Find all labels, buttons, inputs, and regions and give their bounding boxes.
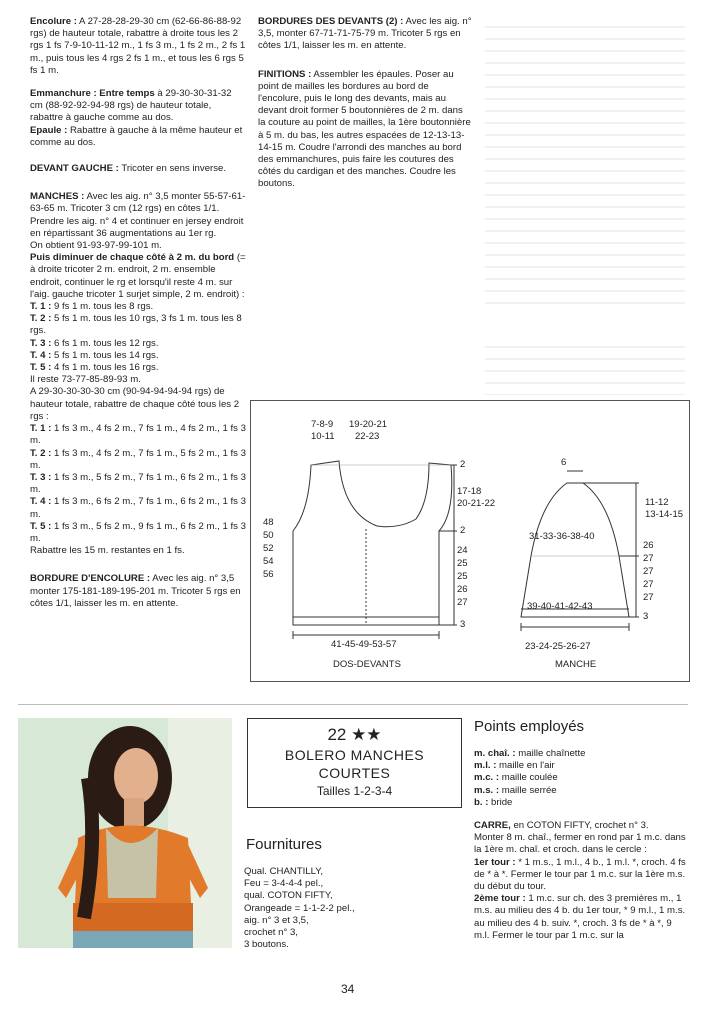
sleeve-right-label: 27	[643, 592, 654, 603]
stitch-text: bride	[488, 796, 513, 808]
body-right-label: 2	[460, 525, 466, 536]
sleeve-right-label: 13-14-15	[645, 509, 684, 520]
decrease-rows-a	[30, 301, 246, 374]
pattern-number: 22 ★★	[327, 725, 382, 744]
points-heading: Points employés	[474, 718, 585, 735]
carre-heading	[474, 820, 686, 832]
bordures-paragraph	[258, 16, 472, 53]
size-row	[30, 472, 246, 496]
size-label: T. 3 :	[30, 471, 52, 483]
left-column	[30, 16, 246, 621]
body-right-label: 26	[457, 584, 468, 595]
schematic-drawing	[251, 401, 689, 681]
reste-text: Il reste 73-77-85-89-93 m.	[30, 374, 141, 386]
encolure-label: Encolure :	[30, 16, 77, 27]
model-photo	[18, 718, 232, 948]
bleed-through-text	[485, 340, 685, 395]
size-text: 6 fs 1 m. tous les 12 rgs.	[51, 337, 159, 349]
encolure-text: A 27-28-28-29-30 cm (62-66-86-88-92 rgs) de hauteur totale, rabattre à droite tous les 2 rgs 1 fs 7-9-10-11-12 m., 1 fs 3 m., 1 fs 2 m., 2 fs 1 m., puis tous les 4 rgs 2 fs 1 m., et tous les 6 rgs 5 fs 1 m.	[30, 16, 246, 76]
fourniture-line: Feu = 3-4-4-4 pel.,	[244, 878, 324, 890]
carre-text: en COTON FIFTY, crochet n° 3.	[510, 820, 649, 832]
sleeve-bottom-width: 23-24-25-26-27	[525, 641, 591, 652]
emmanchure-label: Emmanchure : Entre temps	[30, 88, 155, 100]
size-text: 1 fs 3 m., 5 fs 2 m., 9 fs 1 m., 6 fs 2 m., 1 fs 3 m.	[30, 520, 246, 544]
body-left-label: 54	[263, 556, 274, 567]
pattern-title: COURTES	[318, 765, 391, 781]
diminuer-label: Puis diminuer de chaque côté à 2 m. du bord	[30, 252, 235, 264]
body-outline	[293, 461, 452, 625]
carre-intro: Monter 8 m. chaî., fermer en rond par 1 m.c. dans la 1ère m. chaî. et croch. dans le cercle :	[474, 832, 686, 856]
body-left-label: 48	[263, 517, 274, 528]
size-text: 1 fs 3 m., 4 fs 2 m., 7 fs 1 m., 5 fs 2 m., 1 fs 3 m.	[30, 447, 246, 471]
stitch-text: maille coulée	[499, 772, 558, 784]
fournitures-heading: Fournitures	[246, 836, 322, 853]
size-label: T. 2 :	[30, 447, 52, 459]
stitch-abbreviation	[474, 760, 686, 772]
manches-text: Avec les aig. n° 3,5 monter 55-57-61-63-65 m. Tricoter 3 cm (12 rgs) en côtes 1/1. Prendre les aig. n° 4 et continuer en jersey endroit en répartissant 36 augmentations au 1er rg.	[30, 191, 246, 239]
schematic-diagram	[250, 400, 690, 682]
stitch-abbr: m.s. :	[474, 784, 500, 796]
sleeve-right-label: 27	[643, 553, 654, 564]
size-text: 5 fs 1 m. tous les 10 rgs, 3 fs 1 m. tous les 8 rgs.	[30, 313, 242, 337]
stitch-abbr: b. :	[474, 796, 489, 808]
points-column	[474, 748, 686, 942]
devant-paragraph	[30, 163, 246, 175]
diminuer-text: (= à droite tricoter 2 m. endroit, 2 m. ensemble endroit, continuer le rg et lorsqu'il reste 4 m. sur l'aig. gauche tricoter 1 surjet simple, 2 m. endroit) :	[30, 252, 246, 300]
sleeve-right-label: 11-12	[645, 497, 669, 508]
body-right-label: 2	[460, 459, 466, 470]
body-top-mid-label: 19-20-21	[349, 419, 388, 430]
middle-column	[258, 16, 472, 202]
emmanchure-paragraph	[30, 88, 246, 125]
fourniture-line: Orangeade = 1-1-2-2 pel.,	[244, 902, 355, 914]
tour-text: * 1 m.s., 1 m.l., 4 b., 1 m.l. *, croch. 4 fs de * à *. Fermer le tour par 1 m.c. sur la 1ère m.s. du début du tour.	[474, 856, 686, 893]
body-right-label: 27	[457, 597, 468, 608]
tour-label: 1er tour :	[474, 856, 516, 868]
manches-paragraph	[30, 191, 246, 240]
body-top-left-label: 7-8-9	[311, 419, 334, 430]
finitions-paragraph	[258, 69, 472, 191]
pattern-sizes: Tailles 1-2-3-4	[316, 784, 393, 798]
tour-1	[474, 857, 686, 894]
size-text: 1 fs 3 m., 6 fs 2 m., 7 fs 1 m., 6 fs 2 m., 1 fs 3 m.	[30, 496, 246, 520]
bordures-text: Avec les aig. n° 3,5, monter 67-71-71-75-79 m. Tricoter 5 rgs en côtes 1/1, laisser les m. en attente.	[258, 16, 472, 52]
size-label: T. 4 :	[30, 349, 52, 361]
model-photo-drawing	[18, 718, 232, 948]
bleed-through-text	[485, 20, 685, 310]
sleeve-right-label: 27	[643, 579, 654, 590]
rabattre-text: Rabattre les 15 m. restantes en 1 fs.	[30, 545, 185, 557]
decrease-rows-b	[30, 423, 246, 545]
size-text: 1 fs 3 m., 4 fs 2 m., 7 fs 1 m., 4 fs 2 m., 1 fs 3 m.	[30, 423, 246, 447]
size-row	[30, 362, 246, 374]
tour-label: 2ème tour :	[474, 893, 526, 905]
sleeve-right-label: 26	[643, 540, 654, 551]
stitch-text: maille chaînette	[515, 748, 586, 759]
emmanchure-text: à 29-30-30-31-32 cm (88-92-92-94-98 rgs) de hauteur totale, rabattre à gauche comme au dos.	[30, 88, 232, 124]
devant-label: DEVANT GAUCHE :	[30, 163, 119, 175]
stitch-abbreviation	[474, 772, 686, 784]
stitch-abbr: m.l. :	[474, 760, 497, 772]
body-left-label: 52	[263, 543, 274, 554]
devant-text: Tricoter en sens inverse.	[118, 163, 227, 175]
size-label: T. 3 :	[30, 337, 52, 349]
stitch-abbreviation	[474, 748, 686, 760]
body-top-mid-label: 22-23	[355, 431, 380, 442]
tour-text: 1 m.c. sur ch. des 3 premières m., 1 m.s. au milieu des 4 b. du 1er tour, * 9 m.l., 1 m.s. au milieu des 4 b. suiv. *, croch. 3 fs de * à *, 9 m.l. Fermer le tour par 1 m.c. sur la	[474, 893, 686, 941]
fourniture-line: Qual. CHANTILLY,	[244, 866, 324, 877]
finitions-label: FINITIONS :	[258, 68, 312, 80]
bordure-text: Avec les aig. n° 3,5 monter 175-181-189-195-201 m. Tricoter 5 rgs en côtes 1/1, laisser les m. en attente.	[30, 573, 241, 609]
body-caption: DOS-DEVANTS	[333, 659, 401, 670]
size-row	[30, 313, 246, 337]
epaule-label: Epaule :	[30, 124, 68, 136]
epaule-text: Rabattre à gauche à la même hauteur et comme au dos.	[30, 124, 243, 148]
bordure-label: BORDURE D'ENCOLURE :	[30, 573, 151, 585]
sleeve-right-label: 27	[643, 566, 654, 577]
manches-obtient: On obtient 91-93-97-99-101 m.	[30, 240, 162, 252]
epaule-paragraph	[30, 125, 246, 149]
body-right-label: 3	[460, 619, 466, 630]
stitch-text: maille en l'air	[496, 760, 555, 772]
stitch-abbreviation	[474, 797, 686, 809]
hauteur-text: A 29-30-30-30-30 cm (90-94-94-94-94 rgs) de hauteur totale, rabattre de chaque côté tous les 2 rgs :	[30, 386, 240, 422]
size-label: T. 4 :	[30, 496, 52, 508]
body-left-label: 50	[263, 530, 274, 541]
pattern-title-box	[247, 718, 462, 808]
size-row	[30, 301, 246, 313]
page-number: 34	[341, 982, 355, 996]
body-left-label: 56	[263, 569, 274, 580]
size-label: T. 5 :	[30, 520, 52, 532]
section-divider	[18, 704, 688, 705]
size-row	[30, 448, 246, 472]
carre-label: CARRE,	[474, 820, 511, 832]
size-row	[30, 338, 246, 350]
size-label: T. 5 :	[30, 362, 52, 374]
size-label: T. 1 :	[30, 301, 52, 313]
fourniture-line: qual. COTON FIFTY,	[244, 890, 333, 902]
bordures-label: BORDURES DES DEVANTS (2) :	[258, 16, 404, 27]
size-row	[30, 350, 246, 362]
sleeve-top-label: 6	[561, 457, 567, 468]
size-text: 9 fs 1 m. tous les 8 rgs.	[51, 301, 154, 313]
body-bottom-width: 41-45-49-53-57	[331, 639, 397, 650]
sleeve-outline	[521, 483, 629, 617]
body-right-label: 25	[457, 571, 468, 582]
size-text: 4 fs 1 m. tous les 16 rgs.	[51, 362, 159, 374]
stitch-abbr: m.c. :	[474, 772, 500, 784]
size-row	[30, 423, 246, 447]
size-row	[30, 496, 246, 520]
manches-label: MANCHES :	[30, 191, 85, 203]
tour-2	[474, 893, 686, 942]
fournitures-list	[244, 866, 444, 951]
body-right-label: 25	[457, 558, 468, 569]
size-text: 1 fs 3 m., 5 fs 2 m., 7 fs 1 m., 6 fs 2 m., 1 fs 3 m.	[30, 471, 246, 496]
sleeve-inner-bottom-label: 39-40-41-42-43	[527, 601, 593, 612]
bordure-paragraph	[30, 573, 246, 610]
sleeve-inner-top-label: 31-33-36-38-40	[529, 531, 595, 542]
diminuer-paragraph	[30, 252, 246, 301]
fourniture-line: 3 boutons.	[244, 939, 289, 951]
stitch-text: maille serrée	[499, 784, 557, 796]
body-top-left-label: 10-11	[311, 431, 335, 442]
body-right-label: 20-21-22	[457, 498, 496, 509]
size-label: T. 1 :	[30, 423, 52, 435]
fourniture-line: aig. n° 3 et 3,5,	[244, 914, 309, 926]
size-row	[30, 521, 246, 545]
finitions-text: Assembler les épaules. Poser au point de mailles les bordures au bord de l'encolure, puis le long des devants, mais au devant droit former 5 boutonnières de 2 m. dans la couture au point de mailles, la 1ère boutonnière à 5 m. du bas, les autres espacées de 12-13-13-14-15 m. Coudre l'arrondi des manches au bord des emmanchures, puis faire les coutures des côtés du cardigan et des manches. Coudre les boutons.	[258, 68, 471, 190]
stitch-abbr: m. chaî. :	[474, 748, 516, 759]
sleeve-right-label: 3	[643, 611, 649, 622]
size-label: T. 2 :	[30, 313, 52, 325]
encolure-paragraph	[30, 16, 246, 77]
sleeve-caption: MANCHE	[555, 659, 597, 670]
stitch-abbreviation	[474, 785, 686, 797]
pattern-title: BOLERO MANCHES	[284, 747, 425, 763]
body-right-label: 17-18	[457, 486, 482, 497]
body-right-label: 24	[457, 545, 468, 556]
fourniture-line: crochet n° 3,	[244, 927, 298, 939]
size-text: 5 fs 1 m. tous les 14 rgs.	[51, 349, 159, 361]
